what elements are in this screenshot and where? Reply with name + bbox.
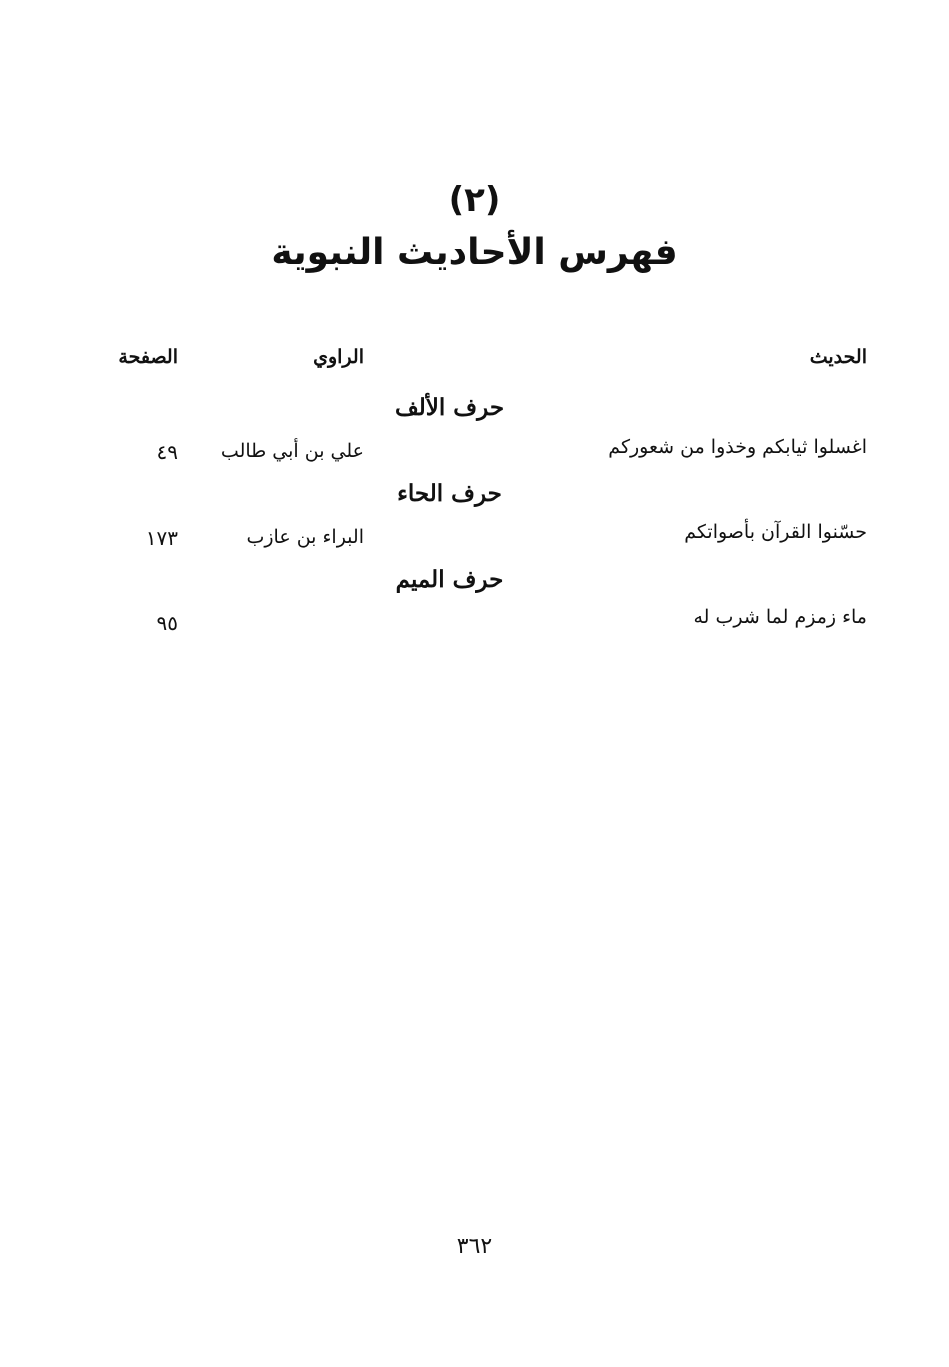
hadith-text: اغسلوا ثيابكم وخذوا من شعوركم <box>608 436 867 458</box>
hadith-text: ماء زمزم لما شرب له <box>693 606 867 628</box>
section-title: فهرس الأحاديث النبوية <box>271 232 678 273</box>
letter-heading-alif <box>0 394 949 421</box>
column-header-narrator: الراوي <box>313 346 364 368</box>
column-header-hadith: الحديث <box>809 346 867 368</box>
page-reference: ٤٩ <box>156 440 178 464</box>
page-reference: ١٧٣ <box>145 526 178 550</box>
narrator-text: علي بن أبي طالب <box>220 440 364 462</box>
hadith-text: حسّنوا القرآن بأصواتكم <box>684 521 867 543</box>
section-number: (٢) <box>448 180 501 220</box>
narrator-text: البراء بن عازب <box>246 526 364 548</box>
letter-heading-label: حرف الميم <box>395 566 504 593</box>
letter-heading-label: حرف الألف <box>394 394 505 421</box>
column-header-page: الصفحة <box>118 346 178 368</box>
letter-heading-label: حرف الحاء <box>397 480 502 507</box>
letter-heading-meem <box>0 566 949 593</box>
page-reference: ٩٥ <box>156 611 178 635</box>
letter-heading-haa <box>0 480 949 507</box>
page-number: ٣٦٢ <box>456 1234 493 1259</box>
